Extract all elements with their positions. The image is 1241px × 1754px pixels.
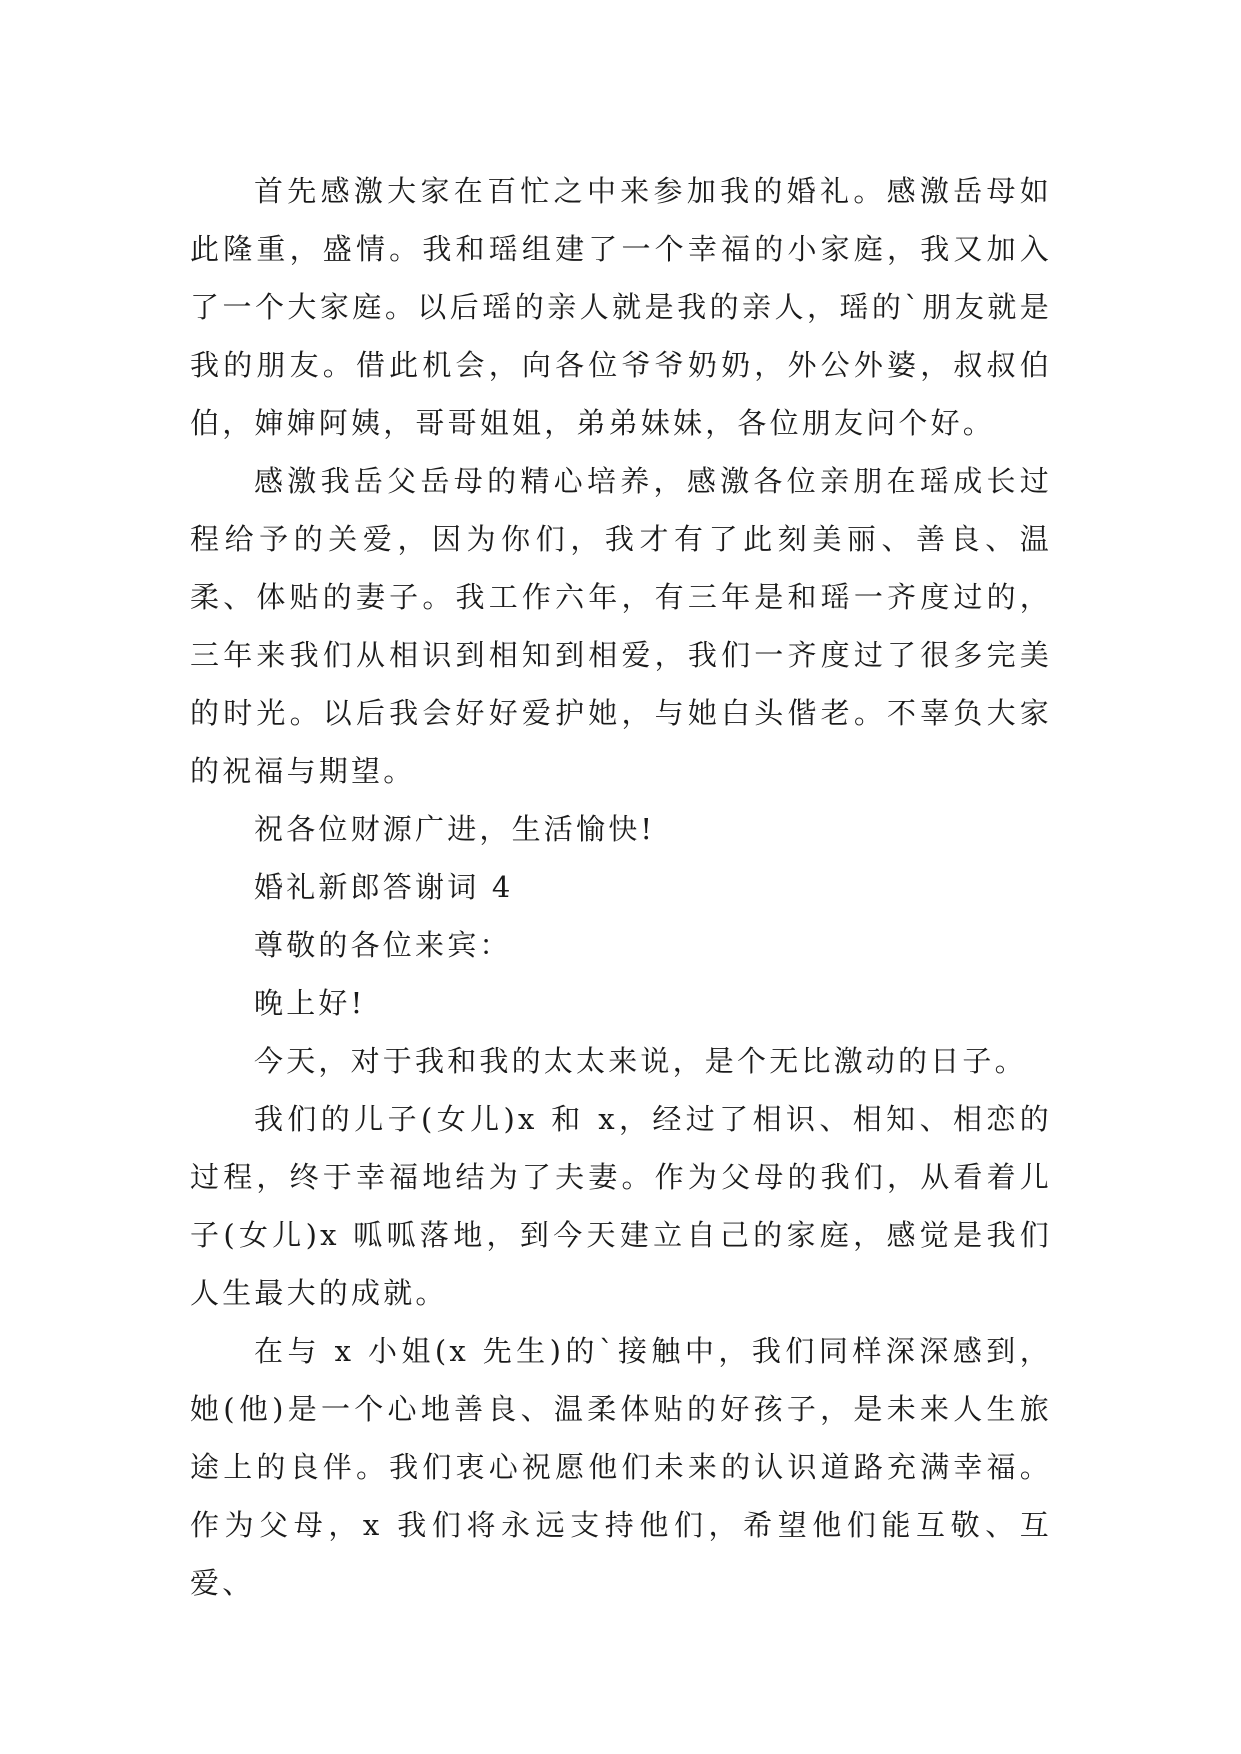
section-heading: 婚礼新郎答谢词 4 [254, 870, 514, 904]
paragraph-son-daughter: 我们的儿子(女儿)x 和 x，经过了相识、相知、相恋的过程，终于幸福地结为了夫妻。作为父母的我们，从看着儿子(女儿)x 呱呱落地，到今天建立自己的家庭，感觉是我们人生最大的成就。 [190, 1102, 1052, 1310]
greeting: 晚上好! [254, 986, 366, 1020]
salutation: 尊敬的各位来宾： [254, 928, 512, 962]
paragraph-thanks-attendance: 首先感激大家在百忙之中来参加我的婚礼。感激岳母如此隆重，盛情。我和瑶组建了一个幸福的小家庭，我又加入了一个大家庭。以后瑶的亲人就是我的亲人，瑶的`朋友就是我的朋友。借此机会，向各位爷爷奶奶，外公外婆，叔叔伯伯，婶婶阿姨，哥哥姐姐，弟弟妹妹，各位朋友问个好。 [190, 174, 1052, 440]
paragraph-contact: 在与 x 小姐(x 先生)的`接触中，我们同样深深感到，她(他)是一个心地善良、温柔体贴的好孩子，是未来人生旅途上的良伴。我们衷心祝愿他们未来的认识道路充满幸福。作为父母，x 我们将永远支持他们，希望他们能互敬、互爱、 [190, 1334, 1052, 1600]
paragraph-thanks-parents-in-law: 感激我岳父岳母的精心培养，感激各位亲朋在瑶成长过程给予的关爱，因为你们，我才有了此刻美丽、善良、温柔、体贴的妻子。我工作六年，有三年是和瑶一齐度过的，三年来我们从相识到相知到相爱，我们一齐度过了很多完美的时光。以后我会好好爱护她，与她白头偕老。不辜负大家的祝福与期望。 [190, 464, 1052, 788]
document-body [190, 162, 1052, 1612]
paragraph-blessing: 祝各位财源广进，生活愉快! [254, 812, 656, 846]
paragraph-today: 今天，对于我和我的太太来说，是个无比激动的日子。 [254, 1044, 1027, 1078]
